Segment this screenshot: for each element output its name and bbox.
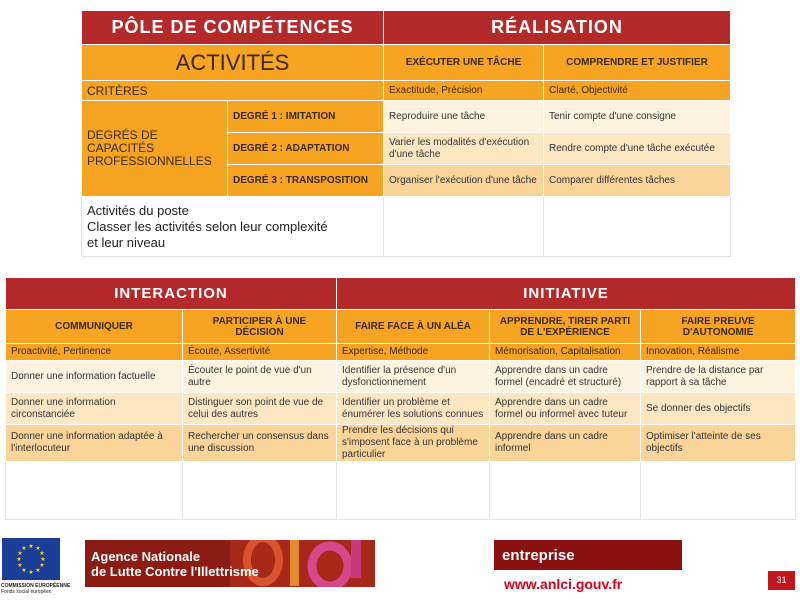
competences-table bbox=[81, 10, 731, 257]
criteres-comprendre: Clarté, Objectivité bbox=[544, 81, 731, 101]
activites-note bbox=[82, 197, 384, 257]
svg-text:★: ★ bbox=[28, 569, 34, 576]
empty-cell bbox=[183, 462, 337, 520]
degree-label: DEGRÉ 2 : ADAPTATION bbox=[228, 133, 384, 165]
table-cell: Identifier la présence d'un dysfonctionnement bbox=[337, 361, 490, 393]
svg-text:★: ★ bbox=[40, 556, 46, 563]
empty-cell bbox=[6, 462, 183, 520]
degree-label: DEGRÉ 3 : TRANSPOSITION bbox=[228, 165, 384, 197]
degree-label: DEGRÉ 1 : IMITATION bbox=[228, 101, 384, 133]
anlci-name-line: Agence Nationale bbox=[91, 549, 201, 564]
note-line: Classer les activités selon leur complexité bbox=[87, 218, 328, 234]
degree-cell: Rendre compte d'une tâche exécutée bbox=[544, 133, 731, 165]
website-link[interactable]: www.anlci.gouv.fr bbox=[504, 576, 623, 592]
table-cell: Donner une information adaptée à l'interlocuteur bbox=[6, 425, 183, 462]
anlci-name-line: de Lutte Contre l'Illettrisme bbox=[91, 564, 259, 579]
eu-stars-icon bbox=[2, 538, 60, 580]
column-header: APPRENDRE, TIRER PARTI DE L'EXPÉRIENCE bbox=[490, 310, 641, 344]
table-cell: Prendre de la distance par rapport à sa tâche bbox=[641, 361, 796, 393]
note-line: Activités du poste bbox=[87, 202, 189, 218]
eu-caption-line: COMMISSION EUROPÉENNE bbox=[1, 583, 71, 589]
col-comprendre-header: COMPRENDRE ET JUSTIFIER bbox=[544, 45, 731, 81]
pole-header: PÔLE DE COMPÉTENCES bbox=[82, 11, 384, 45]
empty-cell bbox=[641, 462, 796, 520]
eu-flag-logo bbox=[2, 538, 60, 580]
column-header: FAIRE PREUVE D'AUTONOMIE bbox=[641, 310, 796, 344]
eu-caption-line: Fonds social européen bbox=[1, 589, 52, 595]
degres-label: DEGRÉS DE CAPACITÉS PROFESSIONNELLES bbox=[82, 101, 228, 197]
table-cell: Rechercher un consensus dans une discussion bbox=[183, 425, 337, 462]
criteria-cell: Expertise, Méthode bbox=[337, 344, 490, 361]
entreprise-banner bbox=[494, 540, 682, 570]
table-cell: Apprendre dans un cadre formel ou informel avec tuteur bbox=[490, 393, 641, 425]
degree-cell: Reproduire une tâche bbox=[384, 101, 544, 133]
criteria-cell: Écoute, Assertivité bbox=[183, 344, 337, 361]
table-cell: Identifier un problème et énumérer les solutions connues bbox=[337, 393, 490, 425]
activites-title: ACTIVITÉS bbox=[82, 45, 384, 81]
svg-text:★: ★ bbox=[17, 550, 23, 557]
svg-text:★: ★ bbox=[21, 545, 27, 552]
column-header: PARTICIPER À UNE DÉCISION bbox=[183, 310, 337, 344]
table-cell: Apprendre dans un cadre informel bbox=[490, 425, 641, 462]
degree-cell: Organiser l'exécution d'une tâche bbox=[384, 165, 544, 197]
table-cell: Optimiser l'atteinte de ses objectifs bbox=[641, 425, 796, 462]
anlci-logo-banner bbox=[85, 540, 375, 587]
svg-text:★: ★ bbox=[39, 562, 45, 569]
table-cell: Donner une information factuelle bbox=[6, 361, 183, 393]
empty-cell bbox=[544, 197, 731, 257]
eu-caption bbox=[1, 583, 70, 595]
note-line: et leur niveau bbox=[87, 234, 166, 250]
entreprise-label: entreprise bbox=[502, 547, 575, 564]
column-header: FAIRE FACE À UN ALÉA bbox=[337, 310, 490, 344]
criteria-cell: Mémorisation, Capitalisation bbox=[490, 344, 641, 361]
table-cell: Se donner des objectifs bbox=[641, 393, 796, 425]
interaction-initiative-table bbox=[5, 277, 796, 520]
svg-text:★: ★ bbox=[35, 545, 41, 552]
table-cell: Prendre les décisions qui s'imposent face à un problème particulier bbox=[337, 425, 490, 462]
degree-cell: Varier les modalités d'exécution d'une tâche bbox=[384, 133, 544, 165]
empty-cell bbox=[337, 462, 490, 520]
svg-text:★: ★ bbox=[16, 556, 22, 563]
interaction-header: INTERACTION bbox=[6, 278, 337, 310]
criteria-cell: Innovation, Réalisme bbox=[641, 344, 796, 361]
svg-text:★: ★ bbox=[35, 567, 41, 574]
svg-text:★: ★ bbox=[21, 567, 27, 574]
criteres-executer: Exactitude, Précision bbox=[384, 81, 544, 101]
degree-cell: Tenir compte d'une consigne bbox=[544, 101, 731, 133]
degree-cell: Comparer différentes tâches bbox=[544, 165, 731, 197]
page-number-badge: 31 bbox=[768, 571, 795, 590]
table-cell: Écouter le point de vue d'un autre bbox=[183, 361, 337, 393]
svg-text:★: ★ bbox=[28, 543, 34, 550]
table-cell: Donner une information circonstanciée bbox=[6, 393, 183, 425]
table-cell: Apprendre dans un cadre formel (encadré et structuré) bbox=[490, 361, 641, 393]
criteria-cell: Proactivité, Pertinence bbox=[6, 344, 183, 361]
svg-text:★: ★ bbox=[39, 550, 45, 557]
column-header: COMMUNIQUER bbox=[6, 310, 183, 344]
initiative-header: INITIATIVE bbox=[337, 278, 796, 310]
realisation-header: RÉALISATION bbox=[384, 11, 731, 45]
table-cell: Distinguer son point de vue de celui des autres bbox=[183, 393, 337, 425]
svg-text:★: ★ bbox=[17, 562, 23, 569]
empty-cell bbox=[384, 197, 544, 257]
col-executer-header: EXÉCUTER UNE TÂCHE bbox=[384, 45, 544, 81]
empty-cell bbox=[490, 462, 641, 520]
criteres-label: CRITÈRES bbox=[82, 81, 384, 101]
